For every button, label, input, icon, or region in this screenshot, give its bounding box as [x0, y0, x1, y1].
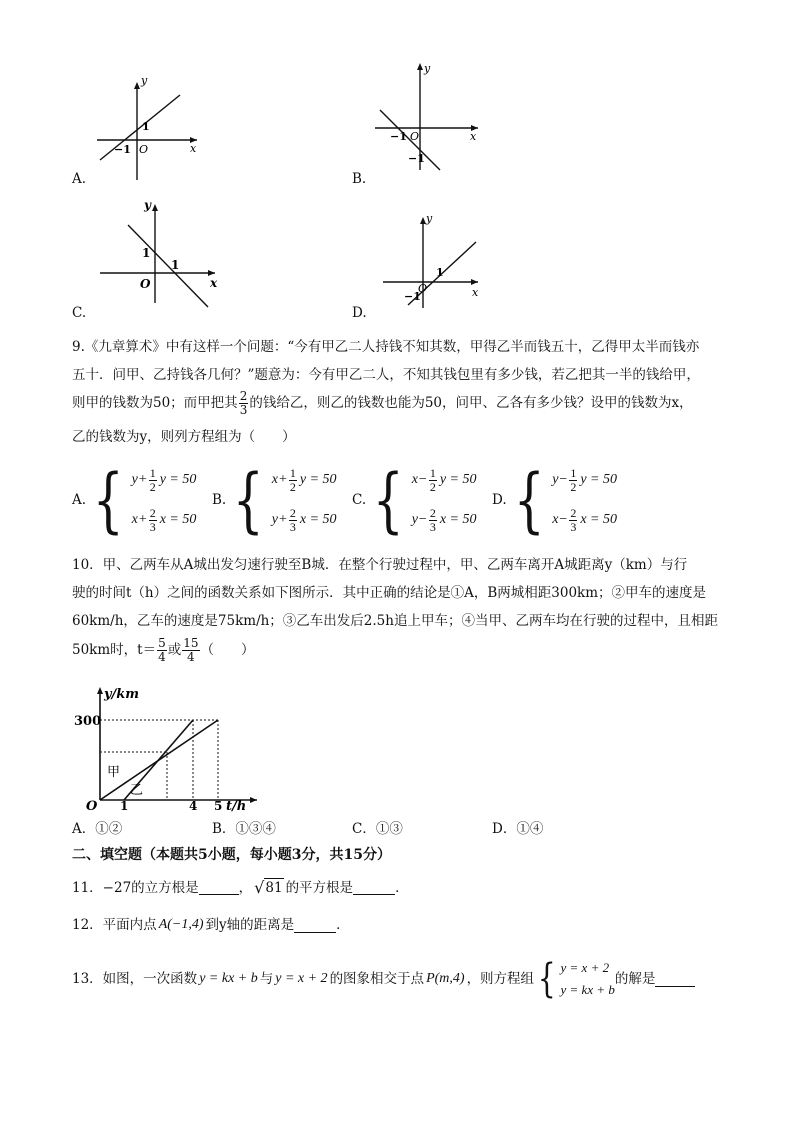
q9-eq1-num: 1: [429, 465, 436, 480]
q9-eq2-op: +: [278, 512, 287, 527]
q8-graph-a: [72, 70, 212, 190]
q10-x1: 1: [120, 799, 129, 812]
q10-line2: 驶的时间t（h）之间的函数关系如下图所示．其中正确的结论是①A，B两城相距300km；②甲车的速度是: [72, 585, 707, 601]
q9-eq2-frac: [149, 507, 157, 534]
q8-option-d[interactable]: [378, 210, 488, 310]
q10-graph-svg: [72, 682, 262, 812]
q13-f2: y = x + 2: [275, 971, 328, 986]
q9-eq2-a: x: [131, 512, 138, 527]
q8b-axis-x: x: [470, 130, 477, 143]
q9-frac-num: 2: [239, 388, 248, 403]
q13-pre: 13．如图，一次函数: [72, 971, 198, 987]
q9-eq1: [552, 460, 617, 500]
q13-system: [534, 957, 615, 1001]
q8d-axis-x: x: [472, 286, 479, 299]
q8a-tick-1: 1: [142, 120, 150, 133]
q9-eq1-frac: [289, 467, 297, 494]
q9-line3-pre: 则甲的钱数为50；而甲把其: [72, 395, 238, 411]
q10-line4-pre: 50km时，t＝: [72, 642, 157, 658]
q10-f2-num: 15: [183, 635, 199, 650]
q8-graph-d: [378, 210, 488, 310]
q10-or: 或: [167, 642, 182, 658]
q9-eq2-a: y: [271, 512, 278, 527]
q12-end: ．: [336, 917, 350, 933]
q11-mid: ，: [238, 879, 253, 896]
q9-line4: 乙的钱数为y，则列方程组为（ ）: [72, 429, 296, 445]
q9-option-b[interactable]: [212, 460, 337, 540]
q10-origin: O: [86, 799, 98, 812]
q10-xlabel: t/h: [226, 799, 247, 812]
q9-eq1-den: 2: [149, 479, 156, 494]
q8-option-a[interactable]: [72, 70, 212, 190]
q9-system: [552, 460, 617, 540]
q9-eq2-num: 2: [570, 505, 577, 520]
q9-eq1-frac: [569, 467, 577, 494]
q8d-origin: O: [418, 282, 428, 295]
q8d-tick-neg1: −1: [404, 290, 421, 303]
q10-frac-1: [157, 637, 167, 664]
q13-blank[interactable]: [655, 972, 695, 987]
q10-y300: 300: [74, 714, 102, 729]
q9-option-d[interactable]: [492, 460, 617, 540]
q9-brace: {: [232, 459, 265, 541]
q9-line1: 9.《九章算术》中有这样一个问题：“今有甲乙二人持钱不知其数，甲得乙半而钱五十，乙得甲太半而钱亦: [72, 339, 700, 355]
q10-label-jia: 甲: [107, 765, 121, 780]
q10-line1: 10．甲、乙两车从A城出发匀速行驶至B城．在整个行驶过程中，甲、乙两车离开A城距离y（km）与行: [72, 557, 688, 573]
q9-eq2-op: +: [138, 512, 147, 527]
q9-eq2-den: 3: [149, 519, 156, 534]
q11-sqrt: √ 81: [254, 878, 283, 897]
q11-blank-1[interactable]: [199, 880, 239, 895]
q13-and: 与: [259, 971, 274, 987]
q9-brace: {: [92, 459, 124, 541]
q9-option-c[interactable]: [352, 460, 476, 540]
q9-eq2-op: −: [418, 512, 427, 527]
q9-eq1-a: y: [131, 472, 138, 487]
q13-sys-eq1: y = x + 2: [560, 960, 610, 975]
q8d-tick-1: 1: [436, 266, 444, 279]
q11: [72, 878, 409, 897]
q8a-axis-y: y: [141, 74, 148, 87]
q9-eq2-b: x = 50: [299, 512, 337, 527]
q9-eq2-num: 2: [289, 505, 296, 520]
q9-eq2-a: y: [411, 512, 418, 527]
q9-eq1-frac: [149, 467, 157, 494]
q8-option-c[interactable]: [90, 195, 230, 310]
q9-eq1: [272, 460, 337, 500]
q10-graph: [72, 682, 262, 812]
q9-eq1-num: 1: [149, 465, 156, 480]
q9-eq1-b: y = 50: [299, 472, 337, 487]
q9-system: [412, 460, 477, 540]
q13-mid: 的图象相交于点: [329, 971, 425, 987]
q8c-axis-x: x: [210, 276, 218, 290]
q9-options: [72, 460, 722, 540]
q12-point: A(−1,4): [158, 917, 204, 932]
q10-ylabel: y/km: [104, 687, 140, 702]
q9-eq2-frac: [569, 507, 577, 534]
q8b-tick-neg1-x: −1: [390, 130, 407, 143]
q9-eq2: [552, 500, 617, 540]
q9-eq1-op: −: [418, 472, 427, 487]
q9-eq1-den: 2: [570, 479, 577, 494]
q12-pre: 12．平面内点: [72, 917, 157, 933]
q9-line3-post: 的钱给乙，则乙的钱数也能为50，问甲、乙各有多少钱？设甲的钱数为x，: [249, 395, 693, 411]
q9-eq1-op: −: [559, 472, 568, 487]
q8-option-b-label: B.: [352, 171, 367, 187]
q9-option-label: A.: [72, 492, 87, 508]
q8d-axis-y: y: [426, 212, 433, 225]
q13: [72, 952, 695, 1006]
q9-option-label: C.: [352, 492, 367, 508]
q9-eq2: [132, 500, 197, 540]
q13-f1: y = kx + b: [199, 971, 258, 986]
q10-option-a[interactable]: A．①②: [72, 821, 123, 837]
q12-post: 到y轴的距离是: [205, 917, 295, 933]
q9-eq1: [132, 460, 197, 500]
q9-eq1-den: 2: [289, 479, 296, 494]
q8-option-d-label: D.: [352, 305, 367, 321]
q9-eq2-frac: [429, 507, 437, 534]
q8-graph-b: [370, 58, 500, 178]
q9-eq1-a: x: [411, 472, 418, 487]
q8c-tick-1-x: 1: [171, 258, 180, 272]
q9-line3: [72, 388, 693, 418]
q13-point: P(m,4): [426, 971, 465, 986]
q9-eq1-op: +: [138, 472, 147, 487]
q9-eq1-num: 1: [570, 465, 577, 480]
q8a-origin: O: [139, 143, 149, 156]
q9-system: [272, 460, 337, 540]
q8-option-c-label: C.: [72, 305, 87, 321]
q9-eq1-frac: [429, 467, 437, 494]
q9-line2: 五十．问甲、乙持钱各几何？”题意为：今有甲乙二人，不知其钱包里有多少钱，若乙把其一半的钱给甲，: [72, 367, 700, 383]
q9-eq1-a: x: [271, 472, 278, 487]
q10-line3: 60km/h，乙车的速度是75km/h；③乙车出发后2.5h追上甲车；④当甲、乙两车均在行驶的过程中，且相距: [72, 613, 718, 629]
q9-brace: {: [513, 459, 545, 541]
q8c-axis-y: y: [144, 198, 151, 212]
q9-eq2-a: x: [552, 512, 559, 527]
q11-pre: 11．−27的立方根是: [72, 879, 199, 896]
q10-f1-den: 4: [158, 649, 166, 664]
q11-post: 的平方根是: [285, 879, 354, 896]
q8-option-b[interactable]: [370, 58, 500, 178]
q12: [72, 916, 350, 934]
q11-end: ．: [395, 879, 409, 896]
q9-eq1-a: y: [552, 472, 559, 487]
q10-option-b[interactable]: B．①③④: [212, 821, 276, 837]
q10-f1-num: 5: [158, 635, 166, 650]
q9-eq2: [412, 500, 477, 540]
q13-mid2: ，则方程组: [466, 971, 535, 987]
q9-eq1-b: y = 50: [439, 472, 477, 487]
q9-option-label: B.: [212, 492, 227, 508]
q9-eq2-num: 2: [429, 505, 436, 520]
q13-brace: {: [537, 956, 556, 1002]
q8b-tick-neg1-y: −1: [408, 152, 425, 165]
q10-line4-post: （ ）: [200, 642, 255, 658]
q8a-axis-x: x: [190, 142, 197, 155]
q10-option-d[interactable]: D．①④: [492, 821, 544, 837]
q9-eq1-b: y = 50: [580, 472, 617, 487]
q9-eq2-frac: [289, 507, 297, 534]
q9-eq2-op: −: [559, 512, 568, 527]
q10-f2-den: 4: [187, 649, 195, 664]
q9-eq2-den: 3: [429, 519, 436, 534]
q9-eq2: [272, 500, 337, 540]
q9-eq2-den: 3: [570, 519, 577, 534]
q11-blank-2[interactable]: [353, 880, 395, 895]
q9-fraction: [239, 390, 249, 417]
q12-blank[interactable]: [294, 918, 336, 933]
q9-eq2-den: 3: [289, 519, 296, 534]
q8c-origin: O: [140, 277, 151, 291]
q10-label-yi: 乙: [130, 783, 144, 798]
q9-brace: {: [372, 459, 405, 541]
q10-x5: 5: [214, 799, 223, 812]
q10-frac-2: [182, 637, 199, 664]
q8c-tick-1-y: 1: [142, 246, 151, 260]
q11-sqrt-arg: 81: [265, 880, 283, 896]
q9-eq1-op: +: [278, 472, 287, 487]
q9-eq1-den: 2: [429, 479, 436, 494]
q13-sys-eq2: y = kx + b: [560, 982, 615, 997]
section-fill-in-title: 二、填空题（本题共5小题，每小题3分，共15分）: [72, 847, 391, 863]
q8b-origin: O: [410, 130, 420, 143]
q10-option-c[interactable]: C．①③: [352, 821, 403, 837]
q9-eq2-b: x = 50: [580, 512, 617, 527]
q8b-axis-y: y: [424, 62, 431, 75]
q9-eq1-num: 1: [289, 465, 296, 480]
q8a-tick-neg1: −1: [114, 143, 131, 156]
q8-option-a-label: A.: [72, 171, 87, 187]
q8-graph-c: [90, 195, 230, 310]
q10-x4: 4: [189, 799, 198, 812]
q9-frac-den: 3: [239, 402, 248, 417]
q9-eq1: [412, 460, 477, 500]
q9-eq2-num: 2: [149, 505, 156, 520]
q9-eq1-b: y = 50: [159, 472, 197, 487]
q9-eq2-b: x = 50: [439, 512, 477, 527]
q10-line4: [72, 633, 255, 667]
q9-system: [132, 460, 197, 540]
q9-eq2-b: x = 50: [159, 512, 197, 527]
q13-post: 的解是: [614, 971, 656, 987]
q9-option-a[interactable]: [72, 460, 196, 540]
q9-option-label: D.: [492, 492, 507, 508]
